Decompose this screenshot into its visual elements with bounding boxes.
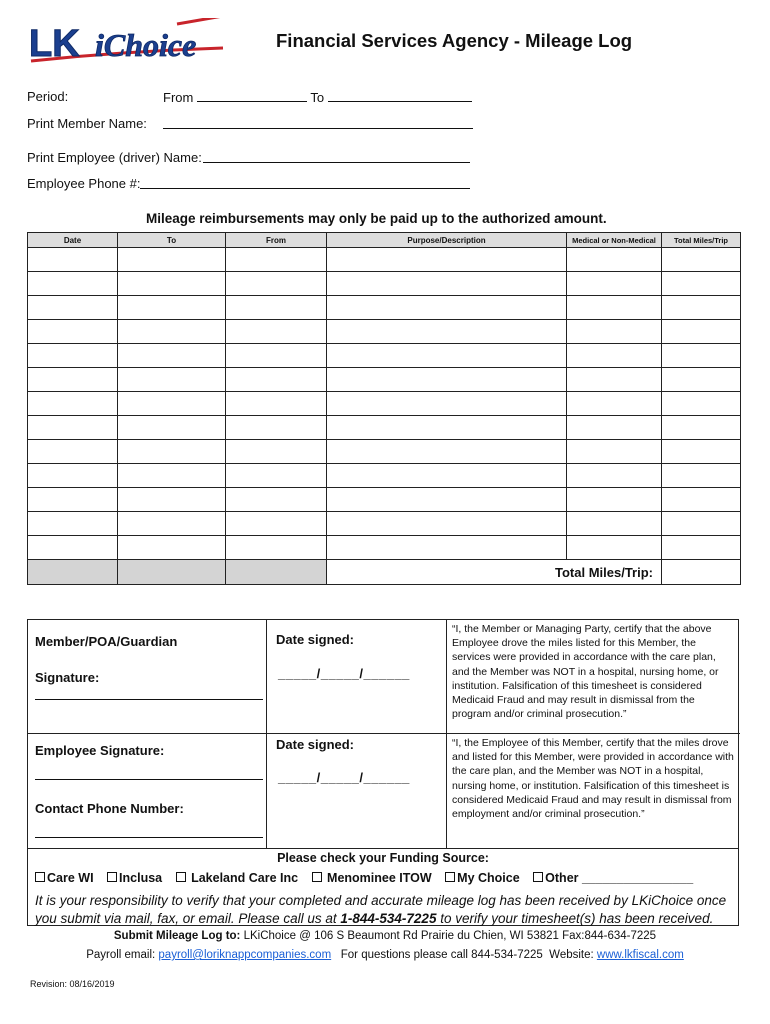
cell-miles[interactable] <box>662 440 741 464</box>
member-date-signed-label: Date signed: <box>276 632 355 647</box>
member-name-field[interactable] <box>163 128 473 129</box>
cell-medical[interactable] <box>567 512 662 536</box>
cell-from[interactable] <box>226 464 327 488</box>
shaded-cell <box>28 560 118 585</box>
cell-from[interactable] <box>226 296 327 320</box>
divider <box>28 733 740 734</box>
member-signature-label: Signature: <box>35 670 100 685</box>
cell-date[interactable] <box>28 320 118 344</box>
cell-medical[interactable] <box>567 248 662 272</box>
cell-medical[interactable] <box>567 488 662 512</box>
cell-purpose[interactable] <box>327 536 567 560</box>
submit-label: Submit Mileage Log to: <box>113 930 241 942</box>
divider <box>266 620 267 848</box>
cell-to[interactable] <box>118 320 226 344</box>
cell-purpose[interactable] <box>327 368 567 392</box>
checkbox-icon[interactable] <box>176 872 186 882</box>
cell-miles[interactable] <box>662 368 741 392</box>
cell-medical[interactable] <box>567 320 662 344</box>
cell-date[interactable] <box>28 344 118 368</box>
cell-medical[interactable] <box>567 440 662 464</box>
cell-date[interactable] <box>28 272 118 296</box>
cell-miles[interactable] <box>662 272 741 296</box>
employee-name-label: Print Employee (driver) Name: <box>27 150 202 165</box>
cell-from[interactable] <box>226 440 327 464</box>
lkichoice-logo <box>27 18 227 68</box>
funding-option-other[interactable]: Other ________________ <box>533 871 693 885</box>
cell-date[interactable] <box>28 440 118 464</box>
from-label: From <box>163 90 194 105</box>
cell-from[interactable] <box>226 392 327 416</box>
page-title: Financial Services Agency - Mileage Log <box>276 30 633 51</box>
mileage-table <box>27 232 741 585</box>
cell-from[interactable] <box>226 512 327 536</box>
funding-heading: Please check your Funding Source: <box>277 851 489 865</box>
cell-date[interactable] <box>28 416 118 440</box>
cell-medical[interactable] <box>567 464 662 488</box>
table-row <box>28 248 741 272</box>
col-purpose: Purpose/Description <box>327 233 567 248</box>
funding-option-lakeland[interactable]: Lakeland Care Inc <box>176 871 298 885</box>
cell-date[interactable] <box>28 296 118 320</box>
cell-miles[interactable] <box>662 536 741 560</box>
cell-to[interactable] <box>118 488 226 512</box>
cell-medical[interactable] <box>567 368 662 392</box>
from-input-line[interactable] <box>197 89 307 102</box>
cell-to[interactable] <box>118 416 226 440</box>
cell-date[interactable] <box>28 392 118 416</box>
table-row <box>28 440 741 464</box>
cell-date[interactable] <box>28 368 118 392</box>
cell-from[interactable] <box>226 272 327 296</box>
signature-section <box>27 619 739 926</box>
cell-miles[interactable] <box>662 344 741 368</box>
table-row <box>28 320 741 344</box>
cell-medical[interactable] <box>567 344 662 368</box>
period-from-field[interactable] <box>163 89 472 105</box>
table-row <box>28 368 741 392</box>
funding-option-inclusa[interactable]: Inclusa <box>107 871 162 885</box>
contact-phone-line[interactable] <box>35 837 263 838</box>
payroll-email-link[interactable]: payroll@loriknappcompanies.com <box>158 949 332 961</box>
checkbox-icon[interactable] <box>312 872 322 882</box>
employee-certification: “I, the Employee of this Member, certify that the miles drove and listed for this Member, were provided in accordance with the care plan, and the Member was NOT in a hospital, nursing home, or institution. Falsification of this timesheet is considered Medicaid Fraud and may result in dismissal from employment and/or criminal prosecution.” <box>452 737 734 821</box>
cell-medical[interactable] <box>567 416 662 440</box>
cell-purpose[interactable] <box>327 272 567 296</box>
table-row <box>28 464 741 488</box>
cell-date[interactable] <box>28 248 118 272</box>
funding-option-care-wi[interactable]: Care WI <box>35 871 94 885</box>
cell-purpose[interactable] <box>327 392 567 416</box>
period-label: Period: <box>27 89 69 104</box>
total-row <box>28 560 741 585</box>
phone-label: Employee Phone #: <box>27 176 141 191</box>
cell-miles[interactable] <box>662 392 741 416</box>
cell-purpose[interactable] <box>327 440 567 464</box>
shaded-cell <box>226 560 327 585</box>
to-label: To <box>310 90 325 105</box>
member-poa-label: Member/POA/Guardian <box>35 634 178 649</box>
cell-from[interactable] <box>226 248 327 272</box>
svg-text:LK: LK <box>29 23 80 65</box>
cell-to[interactable] <box>118 368 226 392</box>
cell-to[interactable] <box>118 392 226 416</box>
cell-from[interactable] <box>226 320 327 344</box>
cell-date[interactable] <box>28 512 118 536</box>
svg-text:iChoice: iChoice <box>95 27 197 63</box>
table-row <box>28 272 741 296</box>
divider <box>28 848 738 849</box>
cell-to[interactable] <box>118 248 226 272</box>
funding-option-menominee[interactable]: Menominee ITOW <box>312 871 432 885</box>
cell-to[interactable] <box>118 464 226 488</box>
cell-date[interactable] <box>28 488 118 512</box>
member-signature-line[interactable] <box>35 699 263 700</box>
cell-miles[interactable] <box>662 320 741 344</box>
cell-medical[interactable] <box>567 296 662 320</box>
cell-purpose[interactable] <box>327 248 567 272</box>
total-miles-label: Total Miles/Trip: <box>327 560 662 585</box>
table-row <box>28 416 741 440</box>
cell-from[interactable] <box>226 344 327 368</box>
member-date-field[interactable]: _____/_____/______ <box>278 666 410 681</box>
cell-miles[interactable] <box>662 464 741 488</box>
col-total-miles: Total Miles/Trip <box>662 233 741 248</box>
col-date: Date <box>28 233 118 248</box>
support-phone: 1-844-534-7225 <box>340 911 437 926</box>
employee-date-field[interactable]: _____/_____/______ <box>278 770 410 785</box>
cell-miles[interactable] <box>662 416 741 440</box>
shaded-cell <box>118 560 226 585</box>
checkbox-icon[interactable] <box>533 872 543 882</box>
funding-option-my-choice[interactable]: My Choice <box>445 871 520 885</box>
checkbox-icon[interactable] <box>35 872 45 882</box>
cell-medical[interactable] <box>567 392 662 416</box>
cell-purpose[interactable] <box>327 296 567 320</box>
cell-to[interactable] <box>118 536 226 560</box>
mileage-notice: Mileage reimbursements may only be paid up to the authorized amount. <box>146 211 607 226</box>
submit-info <box>0 930 770 942</box>
table-row <box>28 512 741 536</box>
member-certification: “I, the Member or Managing Party, certify that the above Employee drove the miles listed for this Member, the services were provided in accordance with the care plan, and the Member was NOT in a hospital, nursing home, or institution. Falsification of this timesheet is considered Medicaid Fraud and may result in dismissal from the program and/or criminal prosecution.” <box>452 623 719 721</box>
table-row <box>28 392 741 416</box>
cell-to[interactable] <box>118 512 226 536</box>
cell-to[interactable] <box>118 344 226 368</box>
cell-from[interactable] <box>226 488 327 512</box>
phone-field[interactable] <box>140 188 470 189</box>
cell-purpose[interactable] <box>327 344 567 368</box>
cell-purpose[interactable] <box>327 416 567 440</box>
table-row <box>28 344 741 368</box>
col-to: To <box>118 233 226 248</box>
website-link[interactable]: www.lkfiscal.com <box>596 949 684 961</box>
table-header-row <box>28 233 741 248</box>
cell-purpose[interactable] <box>327 464 567 488</box>
checkbox-icon[interactable] <box>107 872 117 882</box>
checkbox-icon[interactable] <box>445 872 455 882</box>
cell-to[interactable] <box>118 440 226 464</box>
col-from: From <box>226 233 327 248</box>
to-input-line[interactable] <box>328 89 472 102</box>
cell-from[interactable] <box>226 536 327 560</box>
employee-name-field[interactable] <box>203 162 470 163</box>
employee-date-signed-label: Date signed: <box>276 737 355 752</box>
cell-to[interactable] <box>118 296 226 320</box>
member-name-label: Print Member Name: <box>27 116 147 131</box>
cell-miles[interactable] <box>662 296 741 320</box>
table-row <box>28 296 741 320</box>
table-row <box>28 536 741 560</box>
employee-signature-line[interactable] <box>35 779 263 780</box>
cell-purpose[interactable] <box>327 488 567 512</box>
contact-info: Payroll email: payroll@loriknappcompanies.com For questions please call 844-534-7225 Website: www.lkfiscal.com <box>86 949 684 961</box>
cell-purpose[interactable] <box>327 320 567 344</box>
cell-medical[interactable] <box>567 536 662 560</box>
cell-to[interactable] <box>118 272 226 296</box>
cell-purpose[interactable] <box>327 512 567 536</box>
cell-medical[interactable] <box>567 272 662 296</box>
responsibility-notice: It is your responsibility to verify that your completed and accurate mileage log has been received by LKiChoice once you submit via mail, fax, or email. Please call us at 1-844-534-7225 to verify your timesheet(s) has been received. <box>35 893 727 926</box>
contact-phone-label: Contact Phone Number: <box>35 801 184 816</box>
submit-address: LKiChoice @ 106 S Beaumont Rd Prairie du Chien, WI 53821 Fax:844-634-7225 <box>240 930 657 942</box>
employee-signature-label: Employee Signature: <box>35 743 165 758</box>
total-miles-value[interactable] <box>662 560 741 585</box>
cell-miles[interactable] <box>662 512 741 536</box>
cell-miles[interactable] <box>662 248 741 272</box>
divider <box>446 620 447 848</box>
cell-date[interactable] <box>28 536 118 560</box>
cell-from[interactable] <box>226 368 327 392</box>
cell-from[interactable] <box>226 416 327 440</box>
revision-date: Revision: 08/16/2019 <box>30 979 115 989</box>
cell-miles[interactable] <box>662 488 741 512</box>
table-row <box>28 488 741 512</box>
col-medical: Medical or Non-Medical <box>567 233 662 248</box>
funding-options <box>35 871 703 885</box>
cell-date[interactable] <box>28 464 118 488</box>
